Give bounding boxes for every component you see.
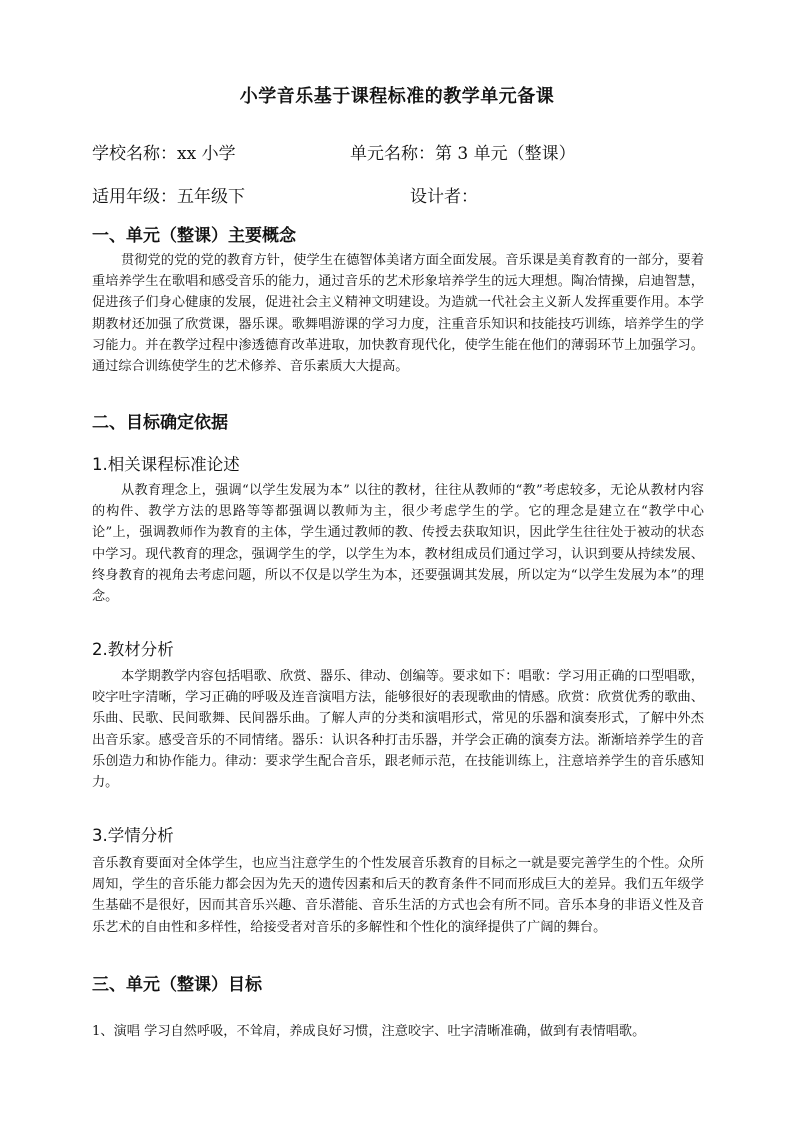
section-2-heading: 二、目标确定依据	[92, 413, 228, 433]
section-3-paragraph: 1、演唱 学习自然呼吸，不耸肩，养成良好习惯，注意咬字、吐字清晰准确，做到有表情唱歌。	[92, 1024, 646, 1039]
page-title: 小学音乐基于课程标准的教学单元备课	[239, 86, 555, 107]
subsection-standards-paragraph: 从教育理念上，强调“以学生发展为本” 以往的教材，往往从教师的“教”考虑较多，无论从教材内容的构件、教学方法的思路等等都强调以教师为主，很少考虑学生的学。它的理念是建立在“教学中心论”上，强调教师作为教育的主体，学生通过教师的教、传授去获取知识，因此学生往往处于被动的状态中学习。现代教育的理念，强调学生的学，以学生为本，教材组成员们通过学习，认识到要从持续发展、终身教育的视角去考虑问题，所以不仅是以学生为本，还要强调其发展，所以定为“以学生发展为本”的理念。	[92, 483, 704, 605]
subsection-textbook-paragraph: 本学期教学内容包括唱歌、欣赏、器乐、律动、创编等。要求如下：唱歌：学习用正确的口型唱歌，咬字吐字清晰，学习正确的呼吸及连音演唱方法，能够很好的表现歌曲的情感。欣赏：欣赏优秀的歌曲、乐曲、民歌、民间歌舞、民间器乐曲。了解人声的分类和演唱形式，常见的乐器和演奏形式，了解中外杰出音乐家。感受音乐的不同情绪。器乐：认识各种打击乐器，并学会正确的演奏方法。渐渐培养学生的音乐创造力和协作能力。律动：要求学生配合音乐，跟老师示范，在技能训练上，注意培养学生的音乐感知力。	[92, 669, 704, 791]
section-1-heading: 一、单元（整课）主要概念	[92, 226, 296, 246]
section-1-paragraph: 贯彻党的党的党的教育方针，使学生在德智体美诸方面全面发展。音乐课是美育教育的一部分，要着重培养学生在歌唱和感受音乐的能力，通过音乐的艺术形象培养学生的远大理想。陶冶情操，启迪智慧，促进孩子们身心健康的发展，促进社会主义精神文明建设。为造就一代社会主义新人发挥重要作用。本学期教材还加强了欣赏课，器乐课。歌舞唱游课的学习力度，注重音乐知识和技能技巧训练，培养学生的学习能力。并在教学过程中渗透德育改革进取，加快教育现代化，使学生能在他们的薄弱环节上加强学习。通过综合训练使学生的艺术修养、音乐素质大大提高。	[92, 253, 704, 375]
subsection-students-heading: 3.学情分析	[92, 826, 174, 845]
grade-level: 适用年级：五年级下	[92, 187, 245, 207]
school-name: 学校名称：xx 小学	[92, 144, 236, 164]
subsection-textbook-heading: 2.教材分析	[92, 640, 174, 659]
subsection-standards-heading: 1.相关课程标准论述	[92, 455, 240, 474]
unit-name: 单元名称：第 3 单元（整课）	[350, 144, 576, 164]
subsection-students-paragraph: 音乐教育要面对全体学生，也应当注意学生的个性发展音乐教育的目标之一就是要完善学生的个性。众所周知，学生的音乐能力都会因为先天的遗传因素和后天的教育条件不同而形成巨大的差异。我们五年级学生基础不是很好，因而其音乐兴趣、音乐潜能、音乐生活的方式也会有所不同。音乐本身的非语义性及音乐艺术的自由性和多样性，给接受者对音乐的多解性和个性化的演绎提供了广阔的舞台。	[92, 856, 704, 935]
section-3-heading: 三、单元（整课）目标	[92, 975, 262, 995]
designer: 设计者：	[410, 187, 478, 207]
